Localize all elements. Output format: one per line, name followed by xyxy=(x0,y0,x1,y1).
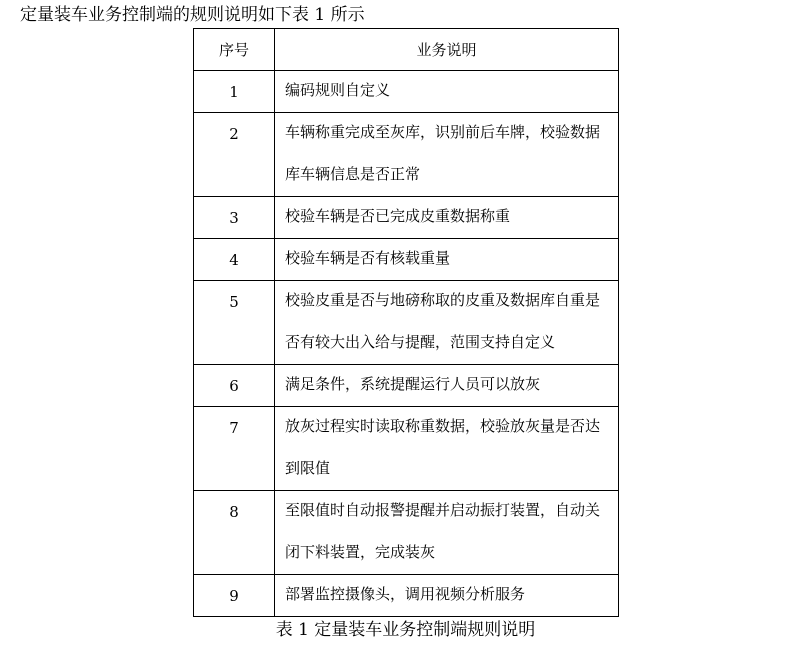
table-row xyxy=(194,491,619,575)
intro-text: 定量装车业务控制端的规则说明如下表 1 所示 xyxy=(20,5,365,25)
row-number: 7 xyxy=(194,407,275,491)
row-number: 2 xyxy=(194,113,275,197)
row-number: 8 xyxy=(194,491,275,575)
header-number: 序号 xyxy=(194,29,275,71)
table-row xyxy=(194,113,619,197)
table-row xyxy=(194,365,619,407)
row-description: 放灰过程实时读取称重数据，校验放灰量是否达到限值 xyxy=(275,407,619,491)
table-row xyxy=(194,239,619,281)
row-description: 校验皮重是否与地磅称取的皮重及数据库自重是否有较大出入给与提醒，范围支持自定义 xyxy=(275,281,619,365)
table-row xyxy=(194,575,619,617)
header-description: 业务说明 xyxy=(275,29,619,71)
table-caption: 表 1 定量装车业务控制端规则说明 xyxy=(275,620,536,640)
row-number: 6 xyxy=(194,365,275,407)
row-description: 校验车辆是否已完成皮重数据称重 xyxy=(275,197,619,239)
row-description: 部署监控摄像头，调用视频分析服务 xyxy=(275,575,619,617)
table-header-row xyxy=(194,29,619,71)
row-number: 9 xyxy=(194,575,275,617)
row-description: 校验车辆是否有核载重量 xyxy=(275,239,619,281)
row-description: 编码规则自定义 xyxy=(275,71,619,113)
rules-table xyxy=(193,28,619,617)
row-number: 3 xyxy=(194,197,275,239)
table-row xyxy=(194,71,619,113)
row-description: 车辆称重完成至灰库，识别前后车牌，校验数据库车辆信息是否正常 xyxy=(275,113,619,197)
row-description: 满足条件，系统提醒运行人员可以放灰 xyxy=(275,365,619,407)
table-row xyxy=(194,281,619,365)
table-row xyxy=(194,407,619,491)
row-number: 5 xyxy=(194,281,275,365)
row-description: 至限值时自动报警提醒并启动振打装置，自动关闭下料装置，完成装灰 xyxy=(275,491,619,575)
row-number: 4 xyxy=(194,239,275,281)
row-number: 1 xyxy=(194,71,275,113)
table-row xyxy=(194,197,619,239)
